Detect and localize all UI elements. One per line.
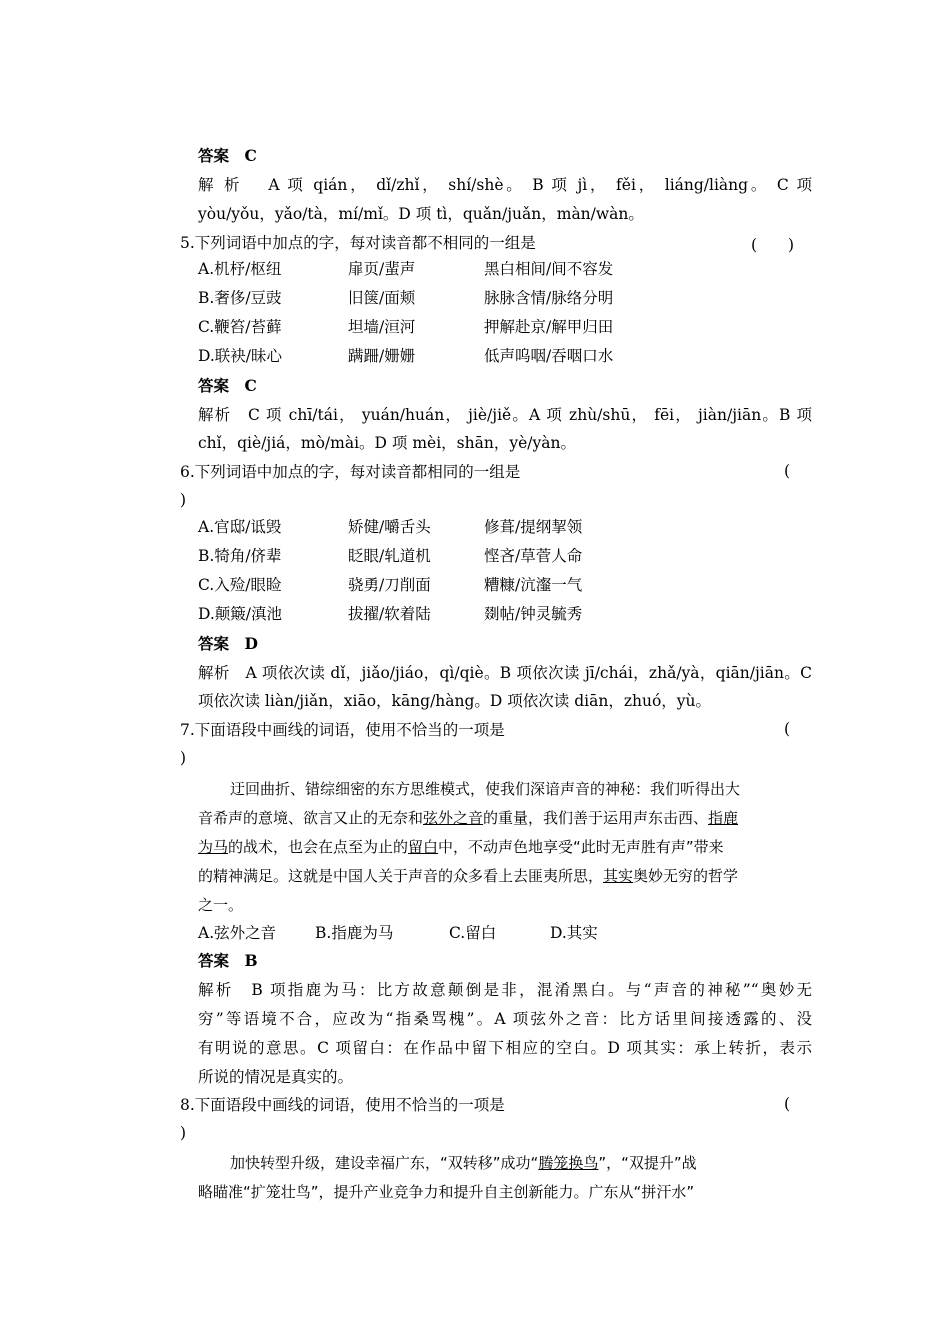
underlined-term: 为马 bbox=[198, 838, 229, 856]
question-7: 7.下面语段中画线的词语，使用不恰当的一项是 bbox=[180, 721, 505, 739]
q6-option-c-3: 糟糠/沆瀣一气 bbox=[484, 576, 583, 594]
passage-8-line-1 bbox=[230, 1153, 697, 1173]
q5-option-a-1: A.机杼/枢纽 bbox=[198, 260, 282, 278]
answer-7: 答案 B bbox=[198, 951, 258, 970]
q6-option-a-1: A.官邸/诋毁 bbox=[198, 518, 282, 536]
passage-text: 的重量，我们善于运用声东击西、 bbox=[483, 809, 709, 827]
passage-7-line-5: 之一。 bbox=[198, 896, 244, 914]
underlined-term: 弦外之音 bbox=[423, 809, 484, 827]
q5-option-a-3: 黑白相间/间不容发 bbox=[484, 260, 614, 278]
question-5: 5.下列词语中加点的字，每对读音都不相同的一组是 bbox=[180, 234, 536, 252]
analysis-6-line-2: 项依次读 liàn/jiǎn，xiāo，kāng/hàng。D 项依次读 diān，zhuó，yù。 bbox=[198, 692, 712, 710]
answer-paren-6: ( bbox=[784, 462, 791, 480]
q6-option-c-2: 骁勇/刀削面 bbox=[348, 576, 431, 594]
analysis-4-line-1: 解 析 A 项 qián， dǐ/zhǐ， shí/shè。 B 项 jì， fěi， liáng/liàng。 C 项 bbox=[198, 176, 812, 194]
answer-paren-7-close: ) bbox=[180, 749, 187, 767]
analysis-4-line-2: yòu/yǒu，yǎo/tà，mí/mǐ。D 项 tì，quǎn/juǎn，màn/wàn。 bbox=[198, 205, 644, 223]
question-6: 6.下列词语中加点的字，每对读音都相同的一组是 bbox=[180, 463, 521, 481]
q7-option-c: C.留白 bbox=[449, 924, 497, 942]
q5-option-a-2: 扉页/蜚声 bbox=[348, 260, 416, 278]
q5-option-b-3: 脉脉含情/脉络分明 bbox=[484, 289, 614, 307]
q5-option-c-1: C.鞭笞/苔藓 bbox=[198, 318, 282, 336]
passage-text: ”，“双提升”战 bbox=[598, 1154, 697, 1172]
q7-option-d: D.其实 bbox=[550, 924, 598, 942]
analysis-7-line-2: 穷”等语境不合，应改为“指桑骂槐”。A 项弦外之音：比方话里间接透露的、没 bbox=[198, 1010, 812, 1028]
analysis-7-line-1: 解析 B 项指鹿为马：比方故意颠倒是非，混淆黑白。与“声音的神秘”“奥妙无 bbox=[198, 981, 812, 999]
q6-option-d-2: 拔擢/软着陆 bbox=[348, 605, 431, 623]
q6-option-d-3: 剟帖/钟灵毓秀 bbox=[484, 605, 583, 623]
analysis-5-line-2: chǐ，qiè/jiá，mò/mài。D 项 mèi，shān，yè/yàn。 bbox=[198, 434, 576, 452]
passage-7-line-1: 迂回曲折、错综细密的东方思维模式，使我们深谙声音的神秘：我们听得出大 bbox=[230, 780, 741, 798]
analysis-6-line-1: 解析 A 项依次读 dǐ，jiǎo/jiáo，qì/qiè。B 项依次读 jī/chái，zhǎ/yà，qiān/jiān。C bbox=[198, 664, 812, 682]
passage-text: 的战术，也会在点至为止的 bbox=[228, 838, 409, 856]
q6-option-b-2: 眨眼/轧道机 bbox=[348, 547, 431, 565]
answer-paren-7: ( bbox=[784, 720, 791, 738]
q5-option-c-3: 押解赴京/解甲归田 bbox=[484, 318, 614, 336]
passage-text: 的精神满足。这就是中国人关于声音的众多看上去匪夷所思， bbox=[198, 867, 604, 885]
q5-option-d-2: 蹒跚/姗姗 bbox=[348, 347, 416, 365]
underlined-term: 留白 bbox=[408, 838, 439, 856]
answer-6: 答案 D bbox=[198, 634, 258, 653]
analysis-7-line-4: 所说的情况是真实的。 bbox=[198, 1068, 354, 1086]
passage-text: 奥妙无穷的哲学 bbox=[633, 867, 739, 885]
q6-option-b-3: 悭吝/草菅人命 bbox=[484, 547, 583, 565]
passage-text: 音希声的意境、欲言又止的无奈和 bbox=[198, 809, 424, 827]
q5-option-b-1: B.奢侈/豆豉 bbox=[198, 289, 282, 307]
q7-option-a: A.弦外之音 bbox=[198, 924, 277, 942]
analysis-5-line-1: 解析 C 项 chī/tái， yuán/huán， jiè/jiě。A 项 zhù/shū， fēi， jiàn/jiān。B 项 bbox=[198, 406, 812, 424]
answer-paren-8: ( bbox=[784, 1095, 791, 1113]
analysis-7-line-3: 有明说的意思。C 项留白：在作品中留下相应的空白。D 项其实：承上转折，表示 bbox=[198, 1039, 812, 1057]
answer-paren-5: ( ) bbox=[751, 236, 795, 254]
underlined-term: 腾笼换鸟 bbox=[538, 1154, 599, 1172]
passage-text: 中，不动声色地享受“此时无声胜有声”带来 bbox=[438, 838, 724, 856]
q5-option-b-2: 旧箧/面颊 bbox=[348, 289, 416, 307]
passage-7-line-2 bbox=[198, 808, 738, 828]
q6-option-d-1: D.颠簸/滇池 bbox=[198, 605, 283, 623]
q5-option-c-2: 坦墙/洹河 bbox=[348, 318, 416, 336]
passage-8-line-2: 略瞄准“扩笼壮鸟”，提升产业竞争力和提升自主创新能力。广东从“拼汗水” bbox=[198, 1183, 695, 1201]
q5-option-d-1: D.联袂/昧心 bbox=[198, 347, 283, 365]
passage-text: 加快转型升级，建设幸福广东，“双转移”成功“ bbox=[230, 1154, 539, 1172]
answer-5: 答案 C bbox=[198, 376, 257, 395]
answer-paren-8-close: ) bbox=[180, 1124, 187, 1142]
q6-option-a-3: 修葺/提纲挈领 bbox=[484, 518, 583, 536]
q5-option-d-3: 低声呜咽/吞咽口水 bbox=[484, 347, 614, 365]
q6-option-b-1: B.犄角/侪辈 bbox=[198, 547, 282, 565]
answer-paren-6-close: ) bbox=[180, 491, 187, 509]
q6-option-a-2: 矫健/嚼舌头 bbox=[348, 518, 431, 536]
passage-7-line-3 bbox=[198, 837, 724, 857]
question-8: 8.下面语段中画线的词语，使用不恰当的一项是 bbox=[180, 1096, 505, 1114]
q6-option-c-1: C.入殓/眼睑 bbox=[198, 576, 282, 594]
q7-option-b: B.指鹿为马 bbox=[315, 924, 394, 942]
underlined-term: 指鹿 bbox=[708, 809, 739, 827]
underlined-term: 其实 bbox=[603, 867, 634, 885]
passage-7-line-4 bbox=[198, 866, 738, 886]
answer-4: 答案 C bbox=[198, 146, 257, 165]
